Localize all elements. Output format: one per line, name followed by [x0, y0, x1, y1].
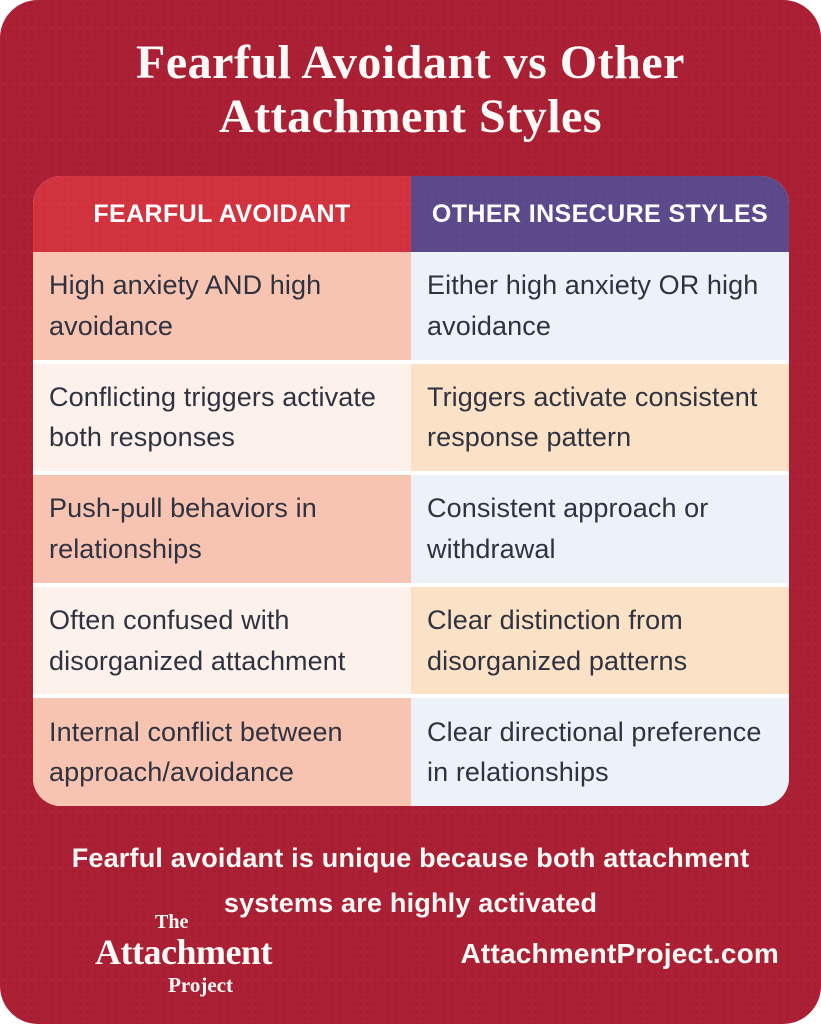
cell-fearful-avoidant: Internal conflict between approach/avoidance [33, 698, 411, 806]
cell-fearful-avoidant: Often confused with disorganized attachment [33, 587, 411, 695]
table-row [33, 364, 789, 472]
cell-fearful-avoidant: High anxiety AND high avoidance [33, 252, 411, 360]
table-row [33, 587, 789, 695]
table-body [33, 252, 789, 806]
column-header-other-insecure-styles: OTHER INSECURE STYLES [411, 176, 789, 252]
table-row [33, 698, 789, 806]
column-header-fearful-avoidant: FEARFUL AVOIDANT [33, 176, 411, 252]
table-header-row [33, 176, 789, 252]
logo-the-text: The [155, 911, 189, 933]
website-url: AttachmentProject.com [460, 938, 779, 969]
cell-other-insecure: Clear directional preference in relationships [411, 698, 789, 806]
table-row [33, 252, 789, 360]
cell-other-insecure: Clear distinction from disorganized patterns [411, 587, 789, 695]
page-title-text: Fearful Avoidant vs Other Attachment Styles [136, 36, 685, 143]
attachment-project-logo [95, 911, 272, 997]
cell-fearful-avoidant: Conflicting triggers activate both responses [33, 364, 411, 472]
page-title [0, 36, 821, 144]
cell-fearful-avoidant: Push-pull behaviors in relationships [33, 475, 411, 583]
logo-attachment-text: Attachment [95, 932, 272, 972]
cell-other-insecure: Triggers activate consistent response pattern [411, 364, 789, 472]
summary-tagline: Fearful avoidant is unique because both attachment systems are highly activated [71, 843, 750, 918]
comparison-table [33, 176, 789, 806]
table-row [33, 475, 789, 583]
cell-other-insecure: Consistent approach or withdrawal [411, 475, 789, 583]
logo-project-text: Project [168, 973, 233, 997]
cell-other-insecure: Either high anxiety OR high avoidance [411, 252, 789, 360]
